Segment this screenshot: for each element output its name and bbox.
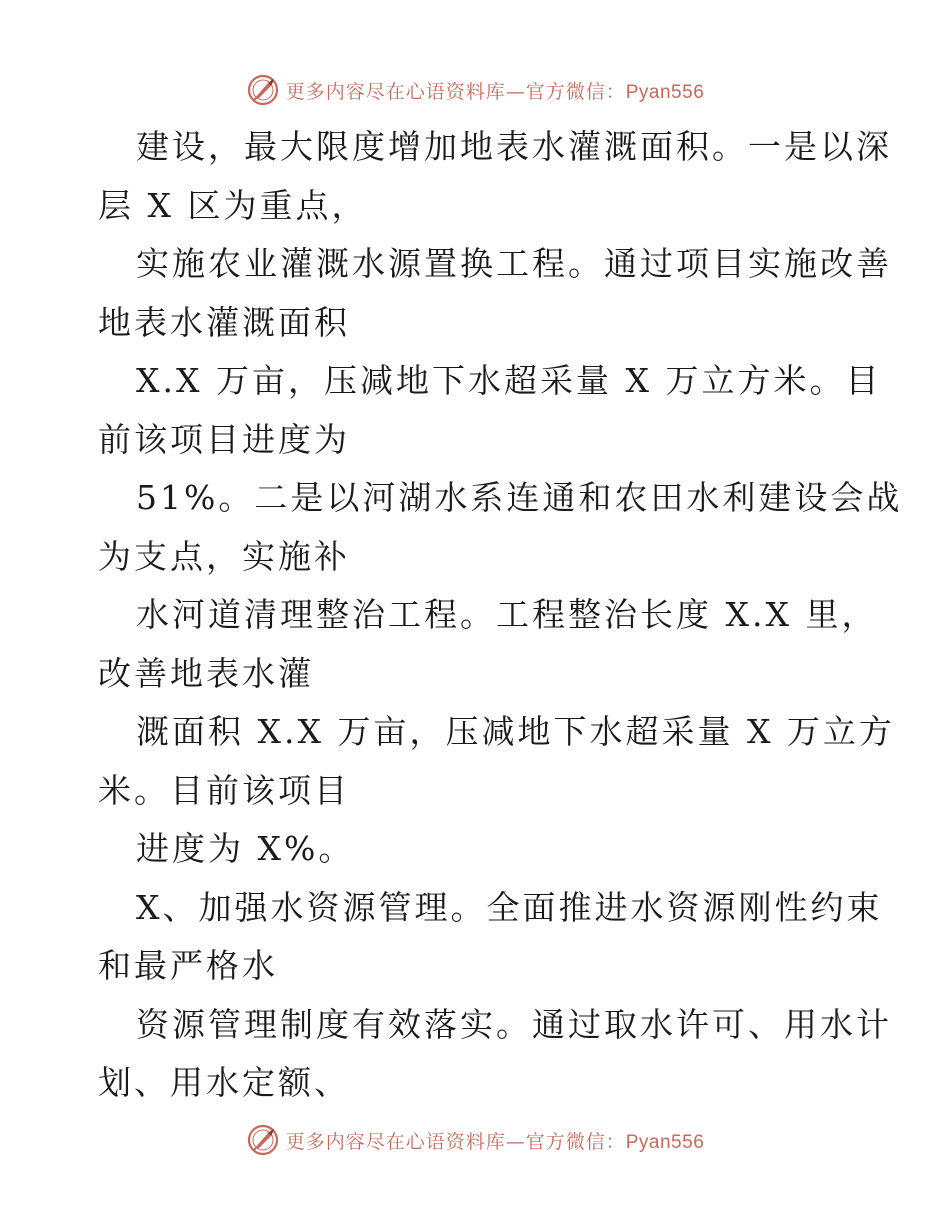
body-line: 51%。二是以河湖水系连通和农田水利建设会战 <box>136 478 903 517</box>
body-line: 层 X 区为重点， <box>98 185 368 225</box>
footer-banner-text: 更多内容尽在心语资料库—官方微信：Pyan556 <box>285 1130 705 1153</box>
body-line: 和最严格水 <box>98 946 278 985</box>
body-line: 前该项目进度为 <box>98 419 350 459</box>
body-line: 水河道清理整治工程。工程整治长度 X.X 里， <box>136 595 878 634</box>
header-banner-text: 更多内容尽在心语资料库—官方微信：Pyan556 <box>285 80 705 103</box>
body-line: 划、用水定额、 <box>98 1063 350 1102</box>
body-line: 溉面积 X.X 万亩，压减地下水超采量 X 万立方 <box>136 712 895 751</box>
body-line: 为支点，实施补 <box>98 536 350 576</box>
document-body <box>98 118 903 1113</box>
header-banner <box>0 70 950 110</box>
body-line: 地表水灌溉面积 <box>98 302 350 342</box>
body-line: 改善地表水灌 <box>98 653 314 693</box>
body-line: 米。目前该项目 <box>98 770 350 810</box>
body-line: 建设，最大限度增加地表水灌溉面积。一是以深 <box>136 127 892 166</box>
body-line: X、加强水资源管理。全面推进水资源刚性约束 <box>136 887 883 927</box>
header-banner-content <box>246 73 705 107</box>
body-line: X.X 万亩，压减地下水超采量 X 万立方米。目 <box>136 361 882 400</box>
body-line: 实施农业灌溉水源置换工程。通过项目实施改善 <box>136 244 892 283</box>
quill-pen-seal-icon <box>246 73 280 107</box>
body-line: 进度为 X%。 <box>136 829 355 868</box>
footer-banner-content <box>246 1123 705 1157</box>
quill-pen-seal-icon <box>246 1123 280 1157</box>
body-line: 资源管理制度有效落实。通过取水许可、用水计 <box>136 1004 892 1044</box>
footer-banner <box>0 1120 950 1160</box>
